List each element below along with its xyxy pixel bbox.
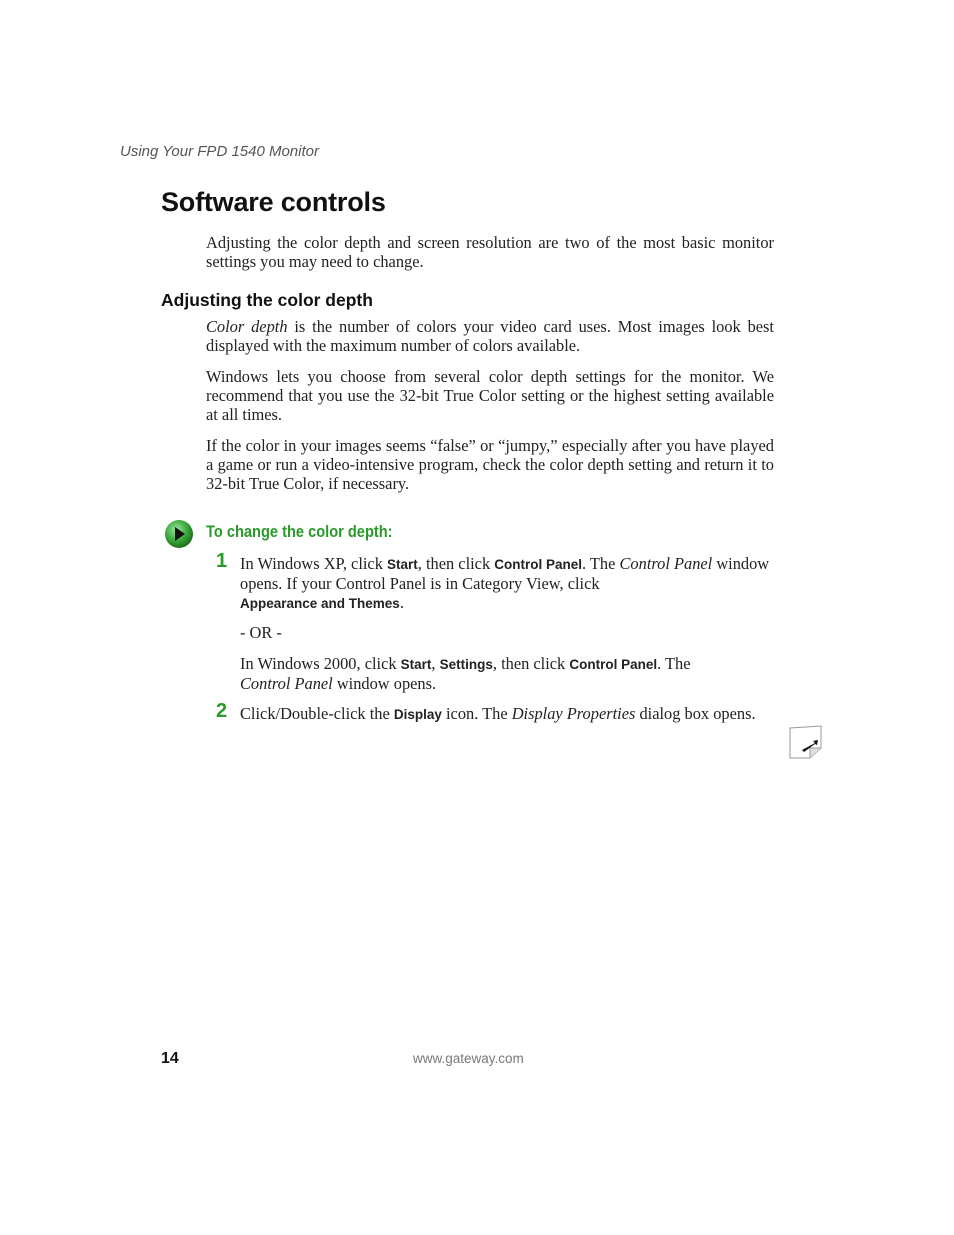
step-1-text-d: window opens. If your Control Panel is in Category View, click [240,554,770,593]
step-number-2: 2 [216,700,228,722]
troubleshoot-paragraph: If the color in your images seems “false” or “jumpy,” especially after you have played a game or run a video-intensive program, check the color depth setting and return it to 32-bit True Color, if necessary. [206,436,774,493]
term-color-depth: Color depth [206,317,288,336]
color-depth-definition [206,317,774,355]
step-1-text-b: , then click [417,554,495,573]
step-1-text-c: . The [582,554,620,573]
ui-control-panel: Control Panel [494,557,583,572]
step-1-windows2000 [240,654,780,693]
step-1-text-a: In Windows XP, click [240,554,388,573]
ui-start: Start [387,557,418,572]
w2k-text-c: , then click [492,654,570,673]
ui-display: Display [393,707,442,722]
italic-display-properties: Display Properties [511,704,636,723]
procedure-arrow-icon [164,519,194,549]
step-1-text [240,554,780,613]
footer-url[interactable]: www.gateway.com [413,1051,524,1066]
italic-control-panel-2: Control Panel [240,674,333,693]
step-2-text [240,704,780,724]
step-2-text-b: icon. The [441,704,512,723]
page-turn-icon[interactable] [788,724,824,760]
step-2-text-c: dialog box opens. [635,704,756,723]
procedure-title: To change the color depth: [206,522,393,541]
ui-appearance-themes: Appearance and Themes [240,596,400,611]
recommendation-paragraph: Windows lets you choose from several color depth settings for the monitor. We recommend that you use the 32-bit True Color setting or the highest setting available at all times. [206,367,774,424]
w2k-text-d: . The [657,654,691,673]
italic-control-panel: Control Panel [619,554,713,573]
ui-control-panel-2: Control Panel [569,657,658,672]
w2k-text-a: In Windows 2000, click [240,654,401,673]
step-1-text-e: . [399,593,404,612]
ui-start-2: Start [400,657,432,672]
section-title: Software controls [161,187,386,217]
step-1-or: - OR - [240,623,282,642]
page-number: 14 [161,1050,179,1067]
intro-paragraph: Adjusting the color depth and screen resolution are two of the most basic monitor settings you may need to change. [206,233,774,271]
w2k-text-b: , [431,654,440,673]
definition-text: is the number of colors your video card uses. Most images look best displayed with the maximum number of colors available. [206,317,774,355]
w2k-text-e: window opens. [332,674,437,693]
subsection-title: Adjusting the color depth [161,290,373,310]
step-number-1: 1 [216,550,228,572]
step-2-text-a: Click/Double-click the [240,704,394,723]
running-header: Using Your FPD 1540 Monitor [120,143,319,160]
ui-settings: Settings [439,657,493,672]
